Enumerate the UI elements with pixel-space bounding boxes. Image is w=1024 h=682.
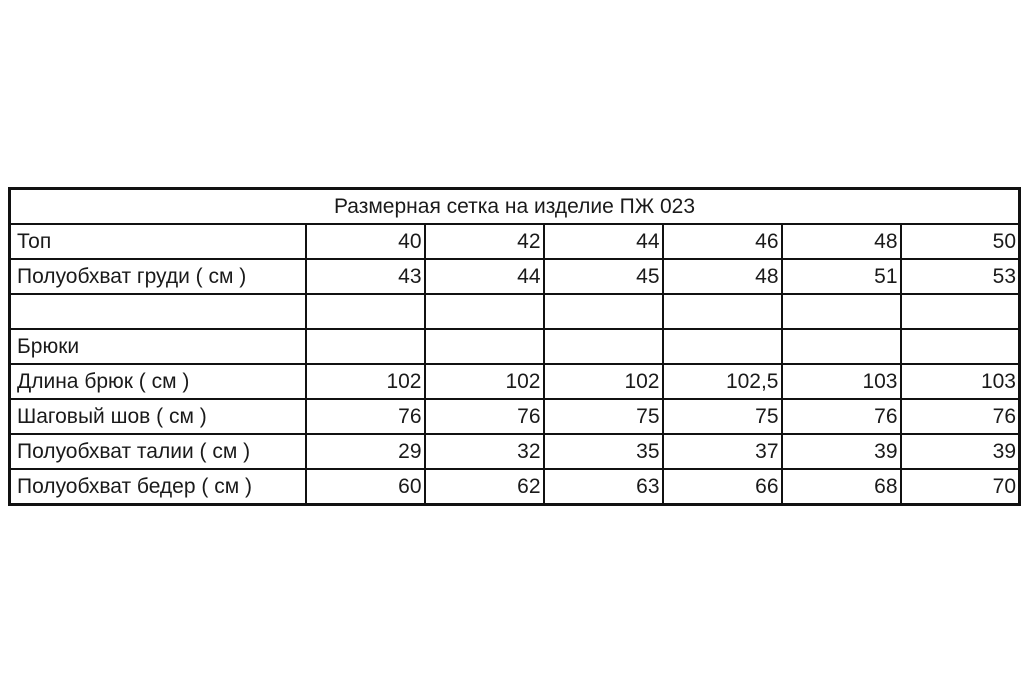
row-label: Полуобхват талии ( см ): [10, 434, 306, 469]
value-cell: 44: [544, 224, 663, 259]
value-cell: 44: [425, 259, 544, 294]
value-cell: 62: [425, 469, 544, 505]
section-row: [10, 329, 1020, 364]
value-cell: 46: [663, 224, 782, 259]
value-cell: 39: [782, 434, 901, 469]
measurement-row: [10, 399, 1020, 434]
value-cell: 102: [306, 364, 425, 399]
value-cell: 68: [782, 469, 901, 505]
value-cell: 32: [425, 434, 544, 469]
value-cell: 66: [663, 469, 782, 505]
value-cell: 60: [306, 469, 425, 505]
size-chart-body: [10, 189, 1020, 505]
value-cell: 76: [425, 399, 544, 434]
value-cell: 43: [306, 259, 425, 294]
value-cell: 102,5: [663, 364, 782, 399]
row-label: Длина брюк ( см ): [10, 364, 306, 399]
row-label: Шаговый шов ( см ): [10, 399, 306, 434]
value-cell: [663, 329, 782, 364]
value-cell: 51: [782, 259, 901, 294]
value-cell: 29: [306, 434, 425, 469]
measurement-row: [10, 364, 1020, 399]
size-row: [10, 224, 1020, 259]
blank-row: [10, 294, 1020, 329]
value-cell: 39: [901, 434, 1020, 469]
value-cell: [425, 329, 544, 364]
value-cell: 45: [544, 259, 663, 294]
value-cell: 76: [782, 399, 901, 434]
value-cell: 76: [901, 399, 1020, 434]
row-label: Топ: [10, 224, 306, 259]
value-cell: 63: [544, 469, 663, 505]
value-cell: [425, 294, 544, 329]
measurement-row: [10, 434, 1020, 469]
value-cell: 76: [306, 399, 425, 434]
value-cell: [782, 294, 901, 329]
row-label: Полуобхват бедер ( см ): [10, 469, 306, 505]
value-cell: 40: [306, 224, 425, 259]
title-row: [10, 189, 1020, 225]
section-label: Брюки: [10, 329, 306, 364]
size-chart-table: [8, 187, 1021, 506]
row-label: [10, 294, 306, 329]
value-cell: 35: [544, 434, 663, 469]
value-cell: 53: [901, 259, 1020, 294]
value-cell: 103: [901, 364, 1020, 399]
value-cell: [306, 294, 425, 329]
value-cell: [901, 329, 1020, 364]
table-title: Размерная сетка на изделие ПЖ 023: [10, 189, 1020, 225]
value-cell: 70: [901, 469, 1020, 505]
value-cell: 37: [663, 434, 782, 469]
value-cell: 48: [663, 259, 782, 294]
row-label: Полуобхват груди ( см ): [10, 259, 306, 294]
value-cell: 103: [782, 364, 901, 399]
value-cell: [544, 294, 663, 329]
value-cell: [663, 294, 782, 329]
value-cell: 75: [544, 399, 663, 434]
value-cell: 75: [663, 399, 782, 434]
value-cell: [306, 329, 425, 364]
value-cell: 102: [544, 364, 663, 399]
value-cell: [544, 329, 663, 364]
measurement-row: [10, 469, 1020, 505]
value-cell: 102: [425, 364, 544, 399]
measurement-row: [10, 259, 1020, 294]
value-cell: 42: [425, 224, 544, 259]
value-cell: 50: [901, 224, 1020, 259]
value-cell: [901, 294, 1020, 329]
value-cell: 48: [782, 224, 901, 259]
value-cell: [782, 329, 901, 364]
